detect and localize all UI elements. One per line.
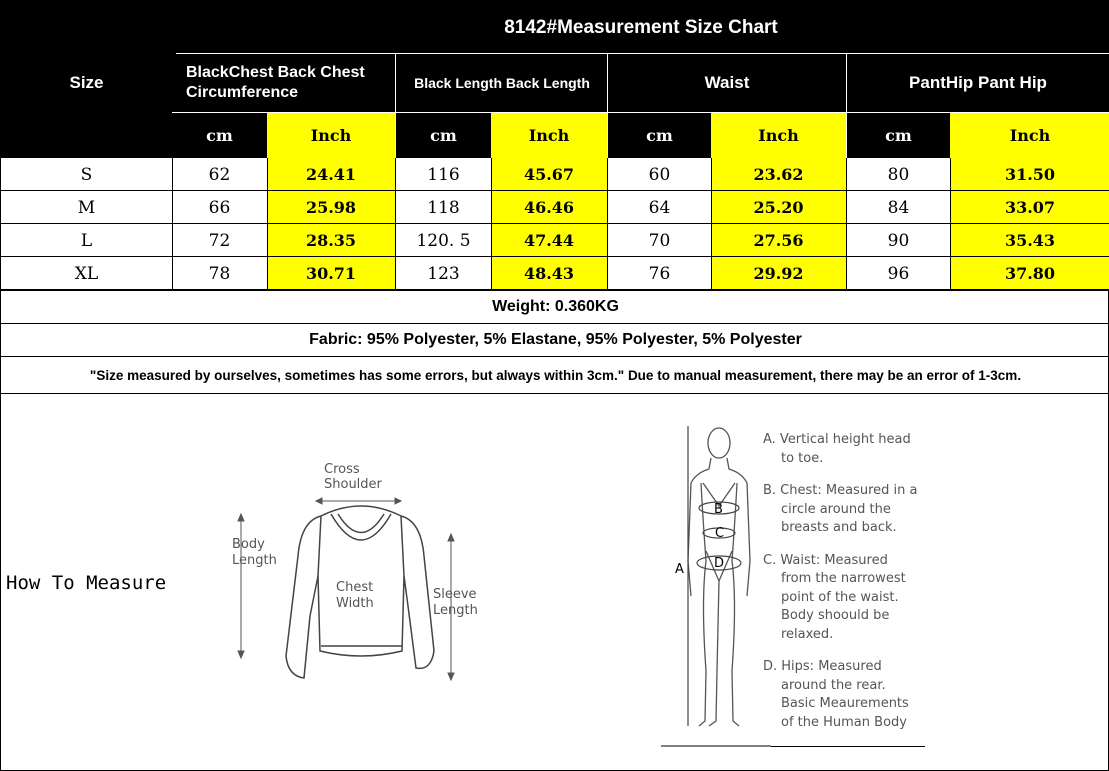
size-cell: XL <box>74 263 99 284</box>
body-note-line: from the narrowest <box>781 571 906 586</box>
cm-value-cell: 118 <box>427 197 460 218</box>
unit-inch: Inch <box>267 113 395 158</box>
row-divider <box>1 393 1109 394</box>
inch-value-cell: 48.43 <box>491 257 607 290</box>
figure-head-shape <box>708 428 730 458</box>
waist-column-header <box>608 54 846 112</box>
length-column-label: Black Length Back Length <box>414 75 590 91</box>
unit-cm: cm <box>885 126 912 145</box>
sweater-left-sleeve-shape <box>286 516 321 678</box>
size-cell: M <box>77 197 96 218</box>
cm-value-cell: 90 <box>887 230 910 251</box>
cross-shoulder-label-line1: Cross <box>324 462 360 477</box>
inch-value-cell: 25.20 <box>711 191 846 224</box>
body-length-label-line1: Body <box>232 537 265 552</box>
cm-value-cell: 60 <box>648 164 671 185</box>
cm-value-cell: 123 <box>427 263 460 284</box>
column-divider <box>395 158 396 290</box>
body-note-line: Basic Meaurements <box>781 696 909 711</box>
chest-column-header <box>186 54 395 112</box>
inch-value-cell: 45.67 <box>491 158 607 191</box>
marker-b: B <box>714 502 723 517</box>
size-column-label: Size <box>69 73 104 92</box>
inch-value-cell: 37.80 <box>950 257 1109 290</box>
body-length-label-line2: Length <box>232 553 277 568</box>
unit-inch: Inch <box>491 113 607 158</box>
sweater-right-sleeve-shape <box>401 516 434 668</box>
cm-value-cell: 64 <box>648 197 671 218</box>
body-note-line: D. Hips: Measured <box>763 659 882 674</box>
body-note-line: point of the waist. <box>781 589 899 605</box>
body-note <box>763 482 933 538</box>
cm-value-cell: 66 <box>208 197 231 218</box>
measurement-note: "Size measured by ourselves, sometimes has some errors, but always within 3cm." Due to manual measurement, there may be an error of 1-3cm. <box>89 367 1022 383</box>
body-note-line: of the Human Body <box>781 714 907 730</box>
marker-c: C <box>715 526 725 541</box>
unit-inch: Inch <box>950 113 1109 158</box>
cm-value-cell: 72 <box>208 230 231 251</box>
inch-value-cell: 28.35 <box>267 224 395 257</box>
column-divider <box>607 158 608 290</box>
hip-column-label: PantHip Pant Hip <box>909 73 1047 92</box>
diagram-baseline-extension <box>771 746 925 747</box>
inch-value-cell: 25.98 <box>267 191 395 224</box>
inch-value-cell: 30.71 <box>267 257 395 290</box>
cm-value-cell: 70 <box>648 230 671 251</box>
body-diagram <box>661 421 771 747</box>
inch-value-cell: 47.44 <box>491 224 607 257</box>
cm-value-cell: 96 <box>887 263 910 284</box>
size-cell: L <box>80 230 93 251</box>
how-to-measure-label: How To Measure <box>6 572 167 594</box>
size-cell: S <box>80 164 93 185</box>
body-note-line: C. Waist: Measured <box>763 552 888 568</box>
column-divider <box>172 158 173 290</box>
sweater-diagram <box>226 456 496 686</box>
column-divider <box>711 158 712 290</box>
hip-column-header <box>846 54 1109 112</box>
inch-value-cell: 24.41 <box>267 158 395 191</box>
body-note-line: B. Chest: Measured in a <box>763 483 918 498</box>
inch-value-cell: 35.43 <box>950 224 1109 257</box>
inch-value-cell: 23.62 <box>711 158 846 191</box>
marker-a: A <box>675 562 684 577</box>
cm-value-cell: 78 <box>208 263 231 284</box>
arrow-head <box>316 498 322 504</box>
column-divider <box>267 158 268 290</box>
cm-value-cell: 76 <box>648 263 671 284</box>
body-note-line: around the rear. <box>781 677 886 693</box>
arrow-head <box>395 498 401 504</box>
arrow-head <box>448 534 454 541</box>
body-notes <box>763 431 933 732</box>
marker-d: D <box>714 556 725 571</box>
arrow-head <box>238 651 244 658</box>
body-note-line: to toe. <box>781 450 824 466</box>
body-note <box>763 431 933 468</box>
sweater-neckline-shape <box>338 514 384 533</box>
arrow-head <box>238 514 244 521</box>
arrow-head <box>448 673 454 680</box>
waist-column-label: Waist <box>704 73 750 92</box>
column-divider <box>950 158 951 290</box>
body-note-line: breasts and back. <box>781 520 897 535</box>
inch-value-cell: 27.56 <box>711 224 846 257</box>
fabric-text: Fabric: 95% Polyester, 5% Elastane, 95% Polyester, 5% Polyester <box>309 331 802 348</box>
chest-width-label-line1: Chest <box>336 580 374 595</box>
cm-value-cell: 84 <box>887 197 910 218</box>
cm-value-cell: 62 <box>208 164 231 185</box>
unit-cm: cm <box>430 126 457 145</box>
figure-inner-leg-shape <box>709 581 719 726</box>
inch-value-cell: 29.92 <box>711 257 846 290</box>
chest-column-label: BlackChest Back Chest Circumference <box>186 64 365 101</box>
sleeve-length-label-line1: Sleeve <box>433 587 477 602</box>
length-column-header <box>396 54 608 112</box>
body-note-line: relaxed. <box>781 626 834 642</box>
unit-cm: cm <box>646 126 673 145</box>
sleeve-length-label-line2: Length <box>433 603 478 618</box>
unit-cm: cm <box>206 126 233 145</box>
cm-value-cell: 116 <box>427 164 460 185</box>
column-divider <box>846 158 847 290</box>
body-note-line: circle around the <box>781 501 891 517</box>
cm-value-cell: 80 <box>887 164 910 185</box>
chart-title: 8142#Measurement Size Chart <box>504 16 778 38</box>
column-divider <box>491 158 492 290</box>
cross-shoulder-label-line2: Shoulder <box>324 477 382 492</box>
chest-width-label-line2: Width <box>336 596 374 611</box>
body-note-line: Body shoould be <box>781 608 890 623</box>
weight-text: Weight: 0.360KG <box>492 298 619 315</box>
unit-inch: Inch <box>711 113 846 158</box>
cm-value-cell: 120. 5 <box>416 230 471 251</box>
inch-value-cell: 46.46 <box>491 191 607 224</box>
body-note <box>763 552 933 645</box>
body-note <box>763 658 933 732</box>
inch-value-cell: 33.07 <box>950 191 1109 224</box>
body-note-line: A. Vertical height head <box>763 432 911 447</box>
inch-value-cell: 31.50 <box>950 158 1109 191</box>
